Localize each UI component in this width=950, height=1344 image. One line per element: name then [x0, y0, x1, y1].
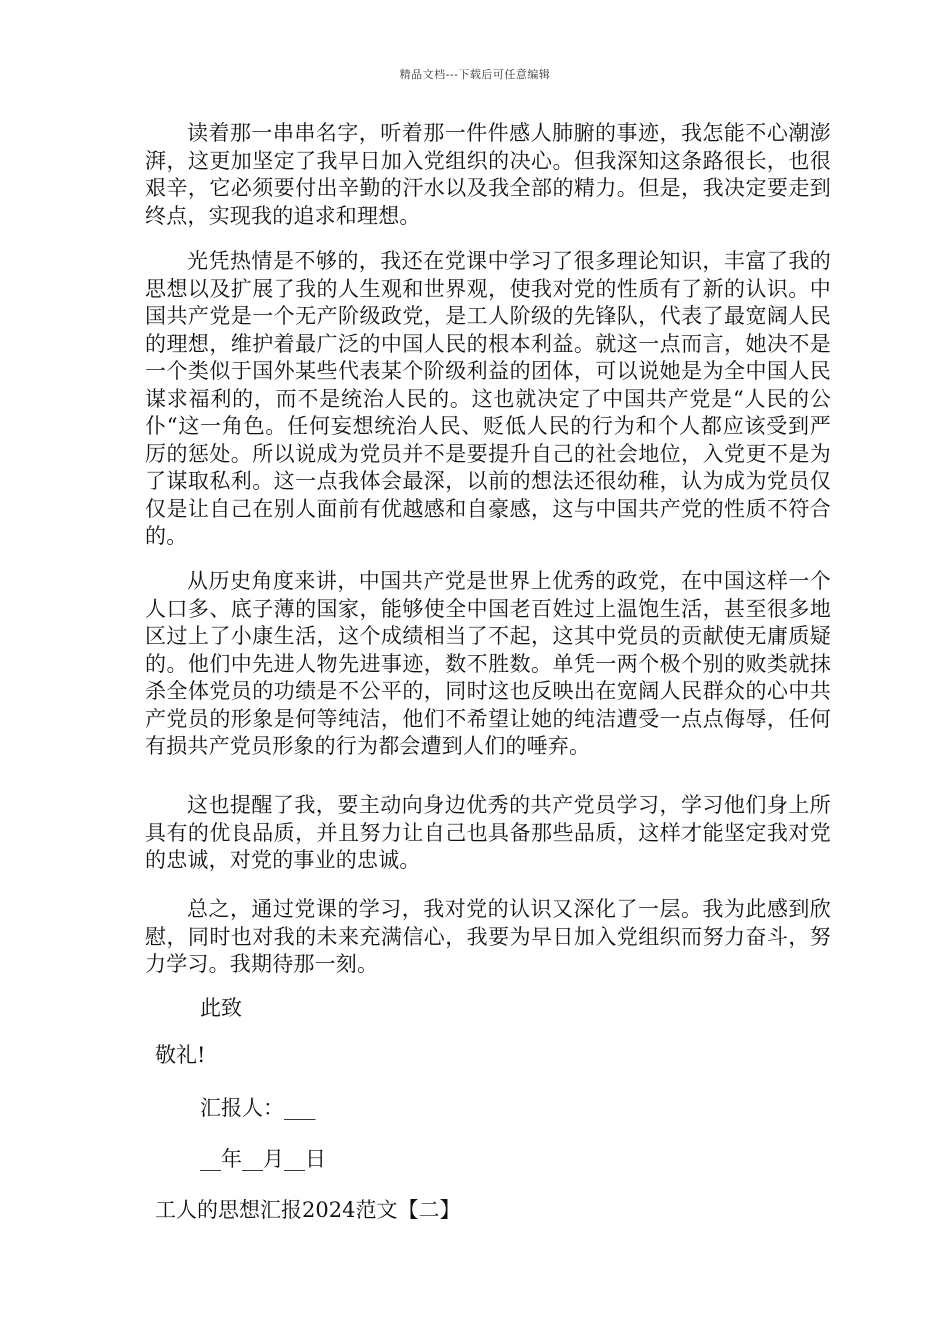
paragraph-2: [145, 248, 831, 551]
closing-cizhi: 此致: [200, 996, 242, 1020]
reporter-line: 汇报人：___: [200, 1096, 316, 1120]
paragraph-text: 这也提醒了我，要主动向身边优秀的共产党员学习，学习他们身上所具有的优良品质，并且努力让自己也具备那些品质，这样才能坚定我对党的忠诚，对党的事业的忠诚。: [145, 793, 831, 872]
paragraph-text: 读着那一串串名字，听着那一件件感人肺腑的事迹，我怎能不心潮澎湃，这更加坚定了我早日加入党组织的决心。但我深知这条路很长，也很艰辛，它必须要付出辛勤的汗水以及我全部的精力。但是，我决定要走到终点，实现我的追求和理想。: [145, 121, 831, 228]
paragraph-text: 光凭热情是不够的，我还在党课中学习了很多理论知识，丰富了我的思想以及扩展了我的人生观和世界观，使我对党的性质有了新的认识。中国共产党是一个无产阶级政党，是工人阶级的先锋队，代表了最宽阔人民的理想，维护着最广泛的中国人民的根本利益。就这一点而言，她决不是一个类似于国外某些代表某个阶级利益的团体，可以说她是为全中国人民谋求福利的，而不是统治人民的。这也就决定了中国共产党是“人民的公仆“这一角色。任何妄想统治人民、贬低人民的行为和个人都应该受到严厉的惩处。所以说成为党员并不是要提升自己的社会地位，入党更不是为了谋取私利。这一点我体会最深，以前的想法还很幼稚，认为成为党员仅仅是让自己在别人面前有优越感和自豪感，这与中国共产党的性质不符合的。: [145, 249, 831, 548]
date-line: __年__月__日: [200, 1147, 326, 1171]
paragraph-3: [145, 568, 831, 761]
paragraph-5: [145, 896, 831, 979]
next-section-title: 工人的思想汇报2024范文【二】: [155, 1198, 461, 1222]
paragraph-4: [145, 792, 831, 875]
page-header: 精品文档---下载后可任意编辑: [399, 68, 551, 81]
paragraph-text: 总之，通过党课的学习，我对党的认识又深化了一层。我为此感到欣慰，同时也对我的未来充满信心，我要为早日加入党组织而努力奋斗，努力学习。我期待那一刻。: [145, 897, 831, 976]
paragraph-text: 从历史角度来讲，中国共产党是世界上优秀的政党，在中国这样一个人口多、底子薄的国家，能够使全中国老百姓过上温饱生活，甚至很多地区过上了小康生活，这个成绩相当了不起，这其中党员的贡献使无庸质疑的。他们中先进人物先进事迹，数不胜数。单凭一两个极个别的败类就抹杀全体党员的功绩是不公平的，同时这也反映出在宽阔人民群众的心中共产党员的形象是何等纯洁，他们不希望让她的纯洁遭受一点点侮辱，任何有损共产党员形象的行为都会遭到人们的唾弃。: [145, 569, 831, 758]
paragraph-1: [145, 120, 831, 230]
closing-jingli: 敬礼!: [155, 1043, 206, 1067]
